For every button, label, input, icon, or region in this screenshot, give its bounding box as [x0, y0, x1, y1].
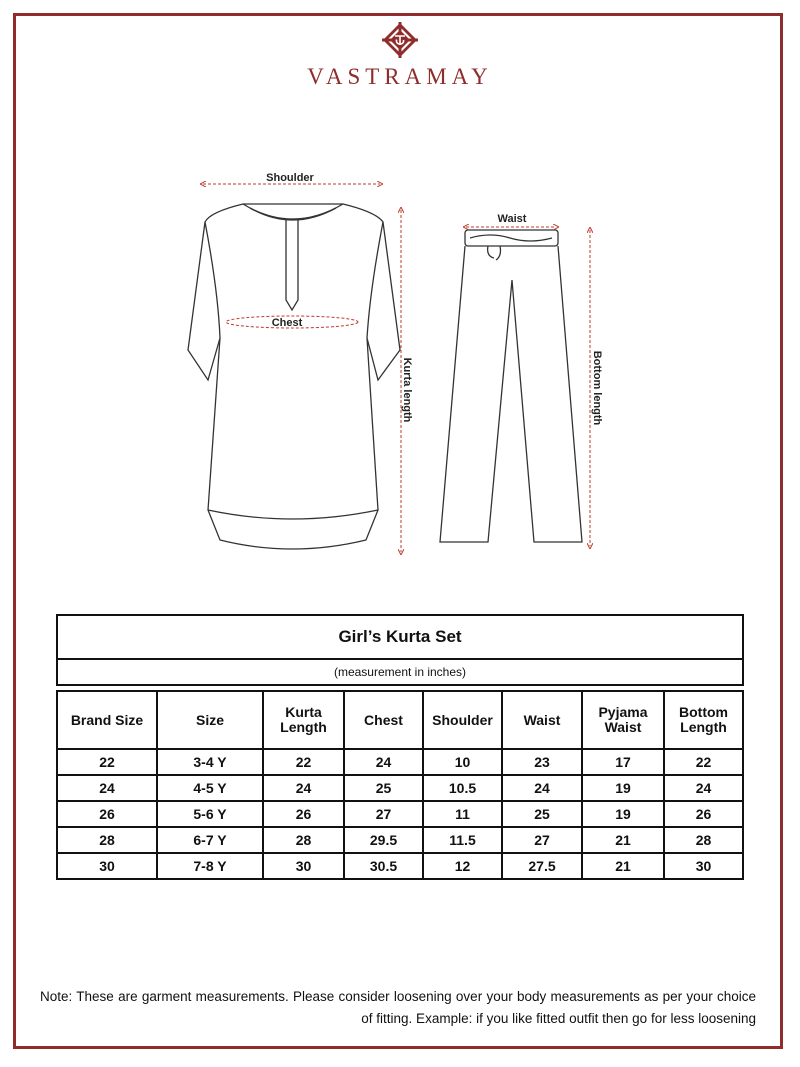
table-row: [57, 775, 743, 801]
brand-name: VASTRAMAY: [307, 64, 493, 89]
table-cell: 25: [502, 801, 582, 827]
chest-label: Chest: [271, 317, 303, 329]
table-cell: 11: [423, 801, 502, 827]
header-chest: Chest: [344, 691, 423, 749]
table-cell: 24: [664, 775, 743, 801]
header-kurta-length: Kurta Length: [263, 691, 344, 749]
table-cell: 30: [664, 853, 743, 879]
table-cell: 27: [344, 801, 423, 827]
table-cell: 22: [263, 749, 344, 775]
header-pyjama-waist: Pyjama Waist: [582, 691, 664, 749]
table-cell: 26: [664, 801, 743, 827]
table-row: [57, 749, 743, 775]
table-cell: 29.5: [344, 827, 423, 853]
table-cell: 24: [57, 775, 157, 801]
table-cell: 25: [344, 775, 423, 801]
table-cell: 19: [582, 801, 664, 827]
table-cell: 30: [57, 853, 157, 879]
table-cell: 22: [664, 749, 743, 775]
bottom-length-label: Bottom length: [591, 350, 603, 426]
header-size: Size: [157, 691, 263, 749]
size-table: [56, 614, 744, 880]
table-cell: 19: [582, 775, 664, 801]
table-title: Girl’s Kurta Set: [57, 615, 743, 659]
table-cell: 21: [582, 827, 664, 853]
table-cell: 28: [263, 827, 344, 853]
table-cell: 21: [582, 853, 664, 879]
table-cell: 24: [344, 749, 423, 775]
header-brand-size: Brand Size: [57, 691, 157, 749]
brand-logo: [0, 22, 800, 90]
table-header-row: [57, 691, 743, 749]
table-cell: 7-8 Y: [157, 853, 263, 879]
table-cell: 22: [57, 749, 157, 775]
table-cell: 24: [502, 775, 582, 801]
table-cell: 27.5: [502, 853, 582, 879]
table-cell: 5-6 Y: [157, 801, 263, 827]
size-chart: [56, 614, 742, 880]
table-cell: 27: [502, 827, 582, 853]
table-cell: 6-7 Y: [157, 827, 263, 853]
kurta-drawing: [188, 204, 400, 549]
header-bottom-length: Bottom Length: [664, 691, 743, 749]
kurta-length-label: Kurta length: [401, 357, 413, 423]
table-row: [57, 827, 743, 853]
table-cell: 10: [423, 749, 502, 775]
header-shoulder: Shoulder: [423, 691, 502, 749]
table-cell: 10.5: [423, 775, 502, 801]
table-cell: 24: [263, 775, 344, 801]
table-row: [57, 853, 743, 879]
table-cell: 28: [57, 827, 157, 853]
pyjama-drawing: [440, 230, 582, 542]
table-cell: 26: [263, 801, 344, 827]
table-cell: 3-4 Y: [157, 749, 263, 775]
fit-note: Note: These are garment measurements. Please consider loosening over your body measurements as per your choice of fitting. Example: if you like fitted outfit then go for less loosening: [40, 989, 756, 1026]
measurement-unit-note: (measurement in inches): [57, 659, 743, 685]
table-row: [57, 801, 743, 827]
table-cell: 4-5 Y: [157, 775, 263, 801]
table-cell: 30.5: [344, 853, 423, 879]
table-cell: 30: [263, 853, 344, 879]
brand-logo-icon: [382, 22, 418, 58]
table-cell: 12: [423, 853, 502, 879]
garment-illustration: [0, 160, 800, 580]
table-cell: 17: [582, 749, 664, 775]
shoulder-label: Shoulder: [266, 172, 314, 184]
waist-label: Waist: [497, 213, 527, 225]
table-cell: 26: [57, 801, 157, 827]
table-cell: 11.5: [423, 827, 502, 853]
table-cell: 28: [664, 827, 743, 853]
table-cell: 23: [502, 749, 582, 775]
header-waist: Waist: [502, 691, 582, 749]
